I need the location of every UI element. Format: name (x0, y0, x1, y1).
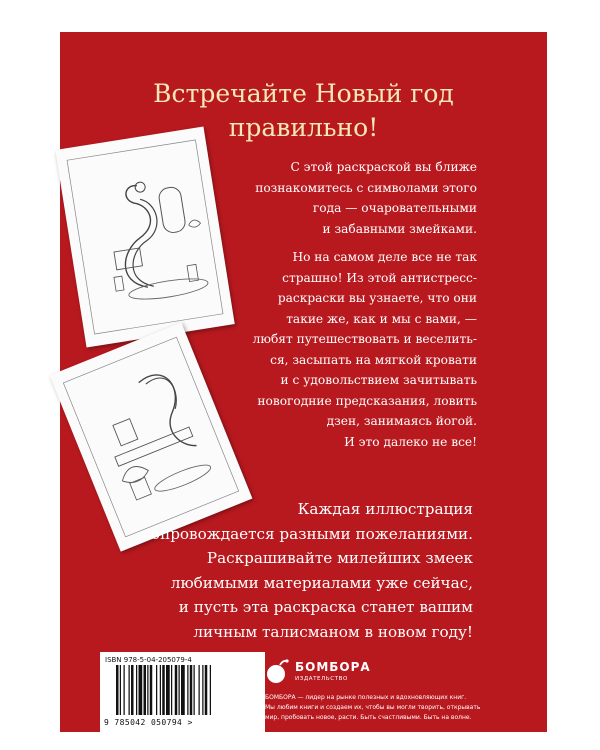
text-line: и забавными змейками. (322, 221, 477, 236)
publisher-name: БОМБОРА (295, 660, 371, 674)
title-line-1: Встречайте Новый год (153, 79, 454, 108)
text-line: ся, засыпать на мягкой кровати (270, 352, 477, 367)
text-line: и пусть эта раскраска станет вашим (178, 598, 473, 616)
text-line: такие же, как и мы с вами, — (286, 311, 477, 326)
text-line: и с удовольствием зачитывать (280, 373, 477, 387)
cover-title (60, 77, 547, 145)
text-line: года — очаровательными (312, 201, 477, 215)
title-line-2: правильно! (228, 113, 379, 142)
barcode-icon (116, 665, 251, 717)
text-line: Но на самом деле все не так (292, 250, 477, 264)
snake-mirror-drawing-icon (55, 126, 234, 347)
text-line: любят путешествовать и веселить- (252, 332, 477, 346)
text-line: Раскрашивайте милейших змеек (206, 549, 473, 567)
publisher-logo (265, 657, 470, 687)
description-paragraph (253, 247, 477, 452)
text-line: Каждая иллюстрация (297, 500, 473, 518)
text-line: сопровождается разными пожеланиями. (142, 524, 473, 543)
text-line: познакомитесь с символами этого (255, 180, 477, 195)
text-line: С этой раскраской вы ближе (290, 160, 477, 174)
isbn-label: ISBN 978-5-04-205079-4 (105, 656, 192, 664)
publisher-subtitle: ИЗДАТЕЛЬСТВО (295, 676, 348, 682)
barcode-digits: 9 785042 050794 > (104, 718, 193, 727)
text-line: любимыми материалами уже сейчас, (170, 573, 473, 592)
barcode-area (100, 652, 265, 732)
text-line: дзен, занимаясь йогой. (326, 414, 477, 428)
text-line: новогодние предсказания, ловить (257, 393, 477, 408)
text-line: Мы любим книги и создаем их, чтобы вы могли творить, открывать (265, 704, 481, 711)
intro-paragraph (255, 157, 477, 239)
coloring-page-illustration-1 (55, 126, 234, 347)
text-line: личным талисманом в новом году! (193, 622, 473, 641)
text-line: мир, пробовать новое, расти. Быть счастливыми. Быть на волне. (265, 714, 472, 721)
closing-paragraph (142, 497, 473, 644)
bomb-logo-icon (265, 657, 289, 685)
red-panel (60, 32, 547, 732)
publisher-description (265, 693, 480, 723)
text-line: И это далеко не все! (344, 434, 477, 449)
text-line: БОМБОРА — лидер на рынке полезных и вдохновляющих книг. (265, 694, 467, 701)
text-line: раскраски вы узнаете, что они (277, 291, 477, 305)
text-line: страшно! Из этой антистресс- (282, 270, 477, 285)
